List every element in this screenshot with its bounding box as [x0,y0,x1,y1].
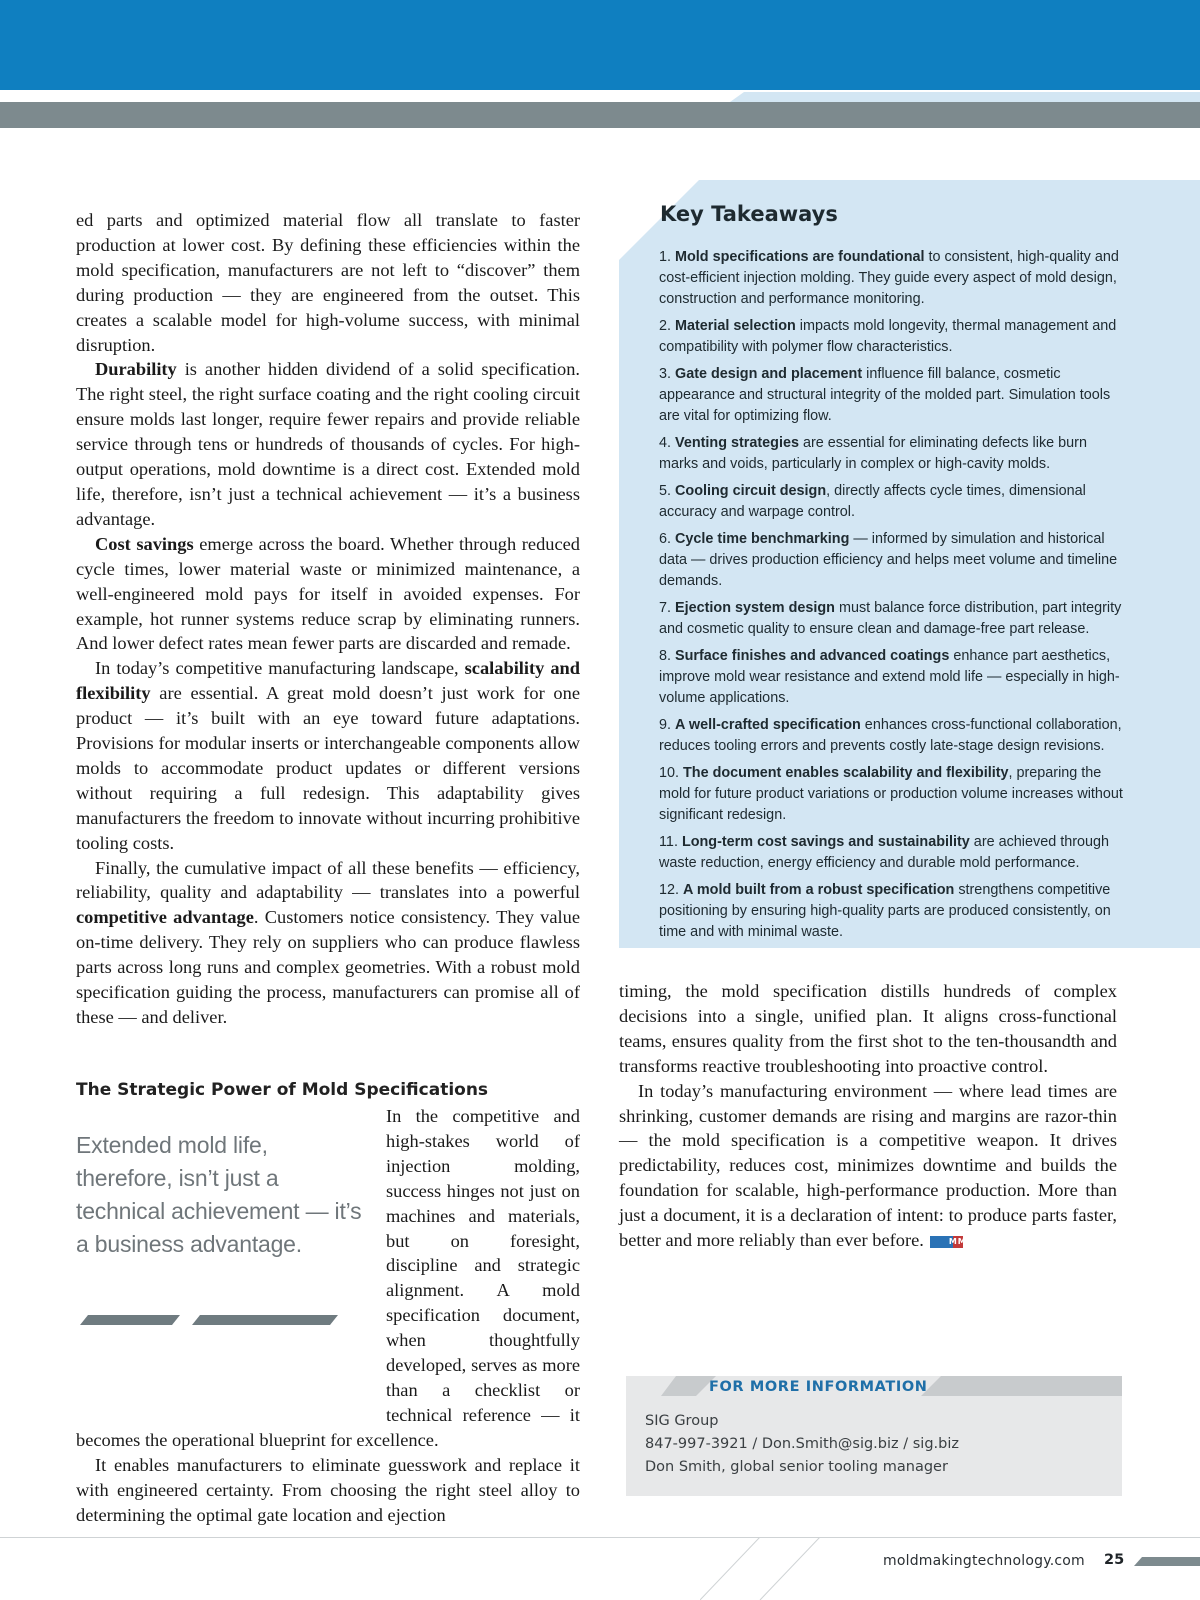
takeaway-item [659,646,1125,709]
left-paragraph-3 [76,532,580,657]
takeaway-text: , directly affects cycle times, dimensional accuracy and warpage control. [659,483,1086,520]
takeaway-keyword: A mold built from a robust specification [683,882,955,898]
takeaway-text: enhance part aesthetics, improve mold wear resistance and extend mold life — especially in high-volume applications. [659,648,1120,706]
left-paragraph-5 [76,856,580,1030]
footer-diagonal-lines [700,1537,820,1600]
left-paragraph-1: ed parts and optimized material flow all translate to faster production at lower cost. By defining these efficiencies within the mold specification, manufacturers are not left to “discover” them during production — they are engineered from the outset. This creates a scalable model for high-volume success, with minimal disruption. [76,210,580,355]
header-accent-strip [730,92,1200,102]
takeaway-number: 2. [659,318,672,334]
takeaway-number: 10. [659,765,680,781]
footer-rule [0,1537,1200,1538]
takeaway-item [659,316,1125,358]
takeaway-item [659,529,1125,592]
page-number: 25 [1104,1552,1125,1568]
takeaway-item [659,832,1125,874]
header-gray-band [0,102,1200,128]
section-heading: The Strategic Power of Mold Specifications [76,1080,489,1100]
keyword-cost-savings: Cost savings [95,533,194,554]
left-paragraph-3-text: emerge across the board. Whether through reduced cycle times, lower material waste or minimized maintenance, a well-engineered mold pays for itself in avoided expenses. For example, hot runner systems reduce scrap by eliminating runners. And lower defect rates mean fewer parts are discarded and remade. [76,533,581,654]
takeaway-keyword: Long-term cost savings and sustainability [681,834,970,850]
takeaway-keyword: Venting strategies [675,435,799,451]
takeaway-keyword: Mold specifications are foundational [675,249,925,265]
takeaway-item [659,364,1125,427]
right-paragraph-1: timing, the mold specification distills hundreds of complex decisions into a single, unified plan. It aligns cross-functional teams, ensures quality from the first shot to the ten-thousandth and transforms reactive troubleshooting into proactive control. [619,981,1117,1076]
takeaway-item [659,433,1125,475]
section-body [76,1104,580,1527]
takeaway-item [659,247,1125,310]
takeaway-keyword: Cooling circuit design [675,483,827,499]
left-paragraph-2-text: is another hidden dividend of a solid specification. The right steel, the right surface coating and the right cooling circuit ensure molds last longer, require fewer repairs and provide reliable service through tens or hundreds of thousands of cycles. For high-output operations, mold downtime is a direct cost. Extended mold life, therefore, isn’t just a technical achievement — it’s a business advantage. [76,359,580,529]
header-color-band [0,0,1200,90]
takeaway-item [659,481,1125,523]
left-paragraph-5-lead: Finally, the cumulative impact of all these benefits — efficiency, reliability, quality and adaptability — translates into a powerful [76,857,580,903]
section-paragraph-1: In the competitive and high-stakes world of injection molding, success hinges not just on machines and materials, but on foresight, discipline and strategic alignment. A mold specification document, when thoughtfully developed, serves as more than a checklist or technical reference — it becomes the operational blueprint for excellence. [76,1106,580,1450]
takeaway-number: 5. [659,483,672,499]
takeaway-number: 12. [659,882,680,898]
takeaway-text: strengthens competitive positioning by ensuring high-quality parts are produced consistently, on time and with minimal waste. [659,882,1111,940]
takeaway-keyword: Material selection [675,318,796,334]
keyword-scalability: scalability and flexibility [76,658,580,704]
takeaway-number: 7. [659,600,672,616]
takeaway-keyword: Surface finishes and advanced coatings [675,648,950,664]
takeaway-text: impacts mold longevity, thermal management and compatibility with polymer flow characteristics. [659,318,1117,355]
takeaway-text: influence fill balance, cosmetic appearance and structural integrity of the molded part. Simulation tools are vital for optimizing flow. [659,366,1111,424]
pull-quote-rule-right [192,1315,338,1325]
takeaway-keyword: Ejection system design [675,600,835,616]
left-paragraph-4-text: are essential. A great mold doesn’t just work for one product — it’s built with an eye toward future adaptations. Provisions for modular inserts or interchangeable components allow molds to accommodate product updates or different versions without requiring a full redesign. This adaptability gives manufacturers the freedom to innovate without incurring prohibitive tooling costs. [76,683,580,853]
takeaway-keyword: Gate design and placement [675,366,863,382]
right-paragraph-2 [619,1079,1117,1253]
left-paragraph-5-text: . Customers notice consistency. They value on-time delivery. They rely on suppliers who can produce flawless parts across long runs and complex geometries. With a robust mold specification guiding the process, manufacturers can promise all of these — and deliver. [76,907,580,1027]
takeaway-number: 3. [659,366,672,382]
takeaway-keyword: Cycle time benchmarking [675,531,850,547]
more-info-person: Don Smith, global senior tooling manager [645,1459,948,1475]
keyword-durability: Durability [95,359,177,380]
takeaway-text: enhances cross-functional collaboration, reduces tooling errors and prevents costly late-stage design revisions. [659,717,1122,754]
more-info-contact[interactable]: 847-997-3921 / Don.Smith@sig.biz / sig.biz [645,1436,959,1452]
key-takeaways-list [659,247,1125,949]
more-info-company: SIG Group [645,1413,719,1429]
takeaway-item [659,598,1125,640]
pull-quote-text: Extended mold life, therefore, isn’t just a technical achievement — it’s a business advantage. [76,1132,362,1257]
takeaway-item [659,715,1125,757]
takeaway-text: are essential for eliminating defects like burn marks and voids, particularly in complex or high-cavity molds. [659,435,1087,472]
takeaway-number: 6. [659,531,672,547]
takeaway-text: must balance force distribution, part integrity and cosmetic quality to ensure clean and damage-free part release. [659,600,1122,637]
takeaway-number: 8. [659,648,672,664]
pull-quote [76,1129,386,1419]
takeaway-number: 4. [659,435,672,451]
takeaway-item [659,880,1125,943]
takeaway-number: 1. [659,249,672,265]
key-takeaways-title: Key Takeaways [660,202,838,226]
more-info-details [645,1410,959,1479]
right-column [619,979,1117,1253]
footer-tab-shape [1134,1557,1200,1566]
left-paragraph-2 [76,357,580,531]
section-paragraph-2: It enables manufacturers to eliminate guesswork and replace it with engineered certainty. From choosing the right steel alloy to determining the optimal gate location and ejection [76,1454,580,1525]
left-paragraph-4 [76,656,580,855]
keyword-competitive-advantage: competitive advantage [76,907,254,928]
right-paragraph-2-text: In today’s manufacturing environment — where lead times are shrinking, customer demands are rising and margins are razor-thin — the mold specification is a competitive weapon. It drives predictability, reduces cost, minimizes downtime and builds the foundation for scalable, high-performance production. More than just a document, it is a declaration of intent: to produce parts faster, better and more reliably than ever before. [619,1080,1117,1251]
takeaway-number: 9. [659,717,672,733]
left-column [76,208,580,1030]
takeaway-item [659,763,1125,826]
pull-quote-rule-left [80,1315,180,1325]
takeaway-text: to consistent, high-quality and cost-efficient injection molding. They guide every aspect of mold design, construction and performance monitoring. [659,249,1119,307]
left-paragraph-4-lead: In today’s competitive manufacturing landscape, [95,658,465,679]
takeaway-text: — informed by simulation and historical data — drives production efficiency and helps meet volume and timeline demands. [659,531,1118,589]
takeaway-keyword: A well-crafted specification [675,717,861,733]
takeaway-text: , preparing the mold for future product variations or production volume increases without significant redesign. [659,765,1123,823]
takeaway-keyword: The document enables scalability and flexibility [683,765,1009,781]
end-mark-logo: MMT [930,1236,963,1248]
takeaway-text: are achieved through waste reduction, energy efficiency and durable mold performance. [659,834,1110,871]
more-info-title: FOR MORE INFORMATION [709,1379,928,1395]
takeaway-number: 11. [659,834,678,850]
footer-website-link[interactable]: moldmakingtechnology.com [883,1553,1085,1569]
